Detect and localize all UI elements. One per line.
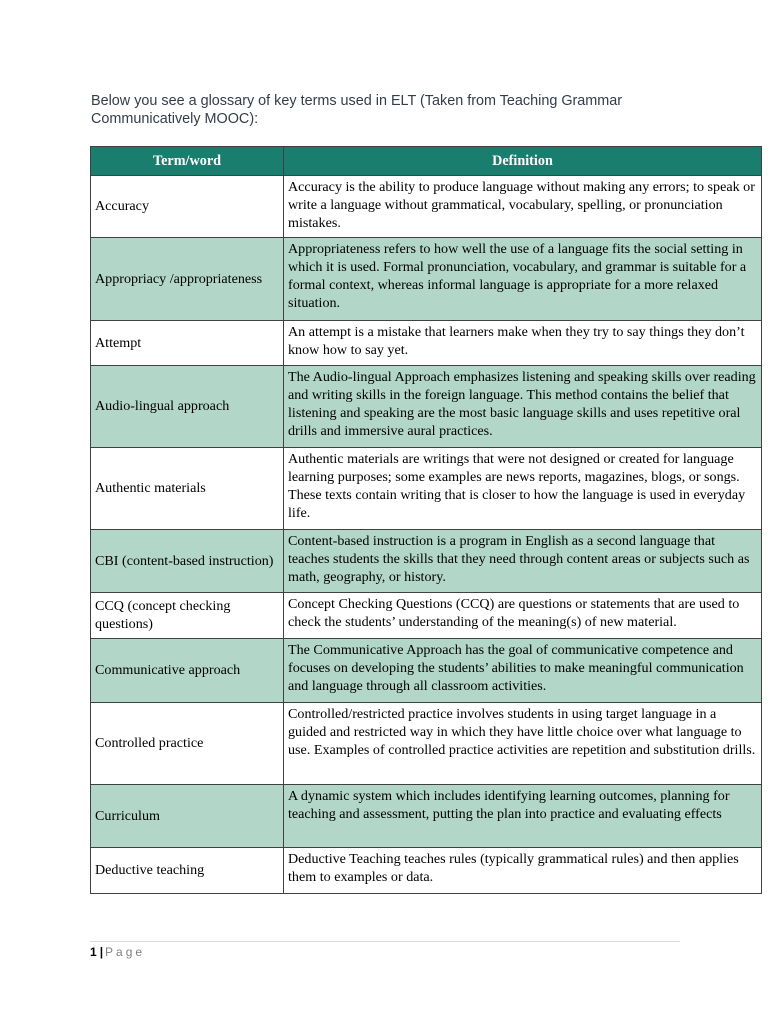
definition-cell: Deductive Teaching teaches rules (typically grammatical rules) and then applies them to examples or data. (284, 848, 762, 894)
term-cell: Curriculum (91, 785, 284, 848)
glossary-table (90, 146, 762, 894)
definition-cell: Controlled/restricted practice involves students in using target language in a guided and restricted way in which they have little choice over what language to use. Examples of controlled practice activities are repetition and substitution drills. (284, 703, 762, 785)
header-term: Term/word (91, 147, 284, 176)
term-cell: Accuracy (91, 176, 284, 238)
term-cell: Audio-lingual approach (91, 366, 284, 448)
page-separator: | (99, 945, 104, 959)
table-row (91, 639, 762, 703)
page-footer (90, 944, 145, 960)
definition-cell: Appropriateness refers to how well the use of a language fits the social setting in which it is used. Formal pronunciation, vocabulary, and grammar is suitable for a formal context, whereas informal language is appropriate for a more relaxed situation. (284, 238, 762, 321)
definition-cell: Content-based instruction is a program in English as a second language that teaches students the skills that they need through content areas or subjects such as math, geography, or history. (284, 530, 762, 593)
page-number: 1 (90, 945, 97, 959)
table-row (91, 366, 762, 448)
term-cell: Attempt (91, 321, 284, 366)
table-row (91, 848, 762, 894)
definition-cell: The Communicative Approach has the goal of communicative competence and focuses on developing the students’ abilities to make meaningful communication and language through all classroom activities. (284, 639, 762, 703)
table-row (91, 593, 762, 639)
table-row (91, 238, 762, 321)
table-row (91, 448, 762, 530)
table-row (91, 530, 762, 593)
definition-cell: An attempt is a mistake that learners make when they try to say things they don’t know how to say yet. (284, 321, 762, 366)
page-label: Page (105, 945, 146, 959)
table-row (91, 321, 762, 366)
definition-cell: Concept Checking Questions (CCQ) are questions or statements that are used to check the students’ understanding of the meaning(s) of new material. (284, 593, 762, 639)
table-row (91, 176, 762, 238)
term-cell: Deductive teaching (91, 848, 284, 894)
term-cell: Appropriacy /appropriateness (91, 238, 284, 321)
definition-cell: Accuracy is the ability to produce language without making any errors; to speak or write a language without grammatical, vocabulary, spelling, or pronunciation mistakes. (284, 176, 762, 238)
table-row (91, 785, 762, 848)
header-definition: Definition (284, 147, 762, 176)
term-cell: CCQ (concept checking questions) (91, 593, 284, 639)
term-cell: Communicative approach (91, 639, 284, 703)
table-header-row (91, 147, 762, 176)
intro-text: Below you see a glossary of key terms used in ELT (Taken from Teaching Grammar Communicatively MOOC): (91, 93, 623, 127)
footer-divider (90, 941, 680, 942)
table-row (91, 703, 762, 785)
definition-cell: Authentic materials are writings that were not designed or created for language learning purposes; some examples are news reports, magazines, blogs, or songs. These texts contain writing that is closer to how the language is used in everyday life. (284, 448, 762, 530)
definition-cell: The Audio-lingual Approach emphasizes listening and speaking skills over reading and writing skills in the foreign language. This method contains the belief that listening and speaking are the most basic language skills and uses repetitive oral drills and immersive aural practices. (284, 366, 762, 448)
term-cell: CBI (content-based instruction) (91, 530, 284, 593)
term-cell: Authentic materials (91, 448, 284, 530)
definition-cell: A dynamic system which includes identifying learning outcomes, planning for teaching and assessment, putting the plan into practice and evaluating effects (284, 785, 762, 848)
term-cell: Controlled practice (91, 703, 284, 785)
